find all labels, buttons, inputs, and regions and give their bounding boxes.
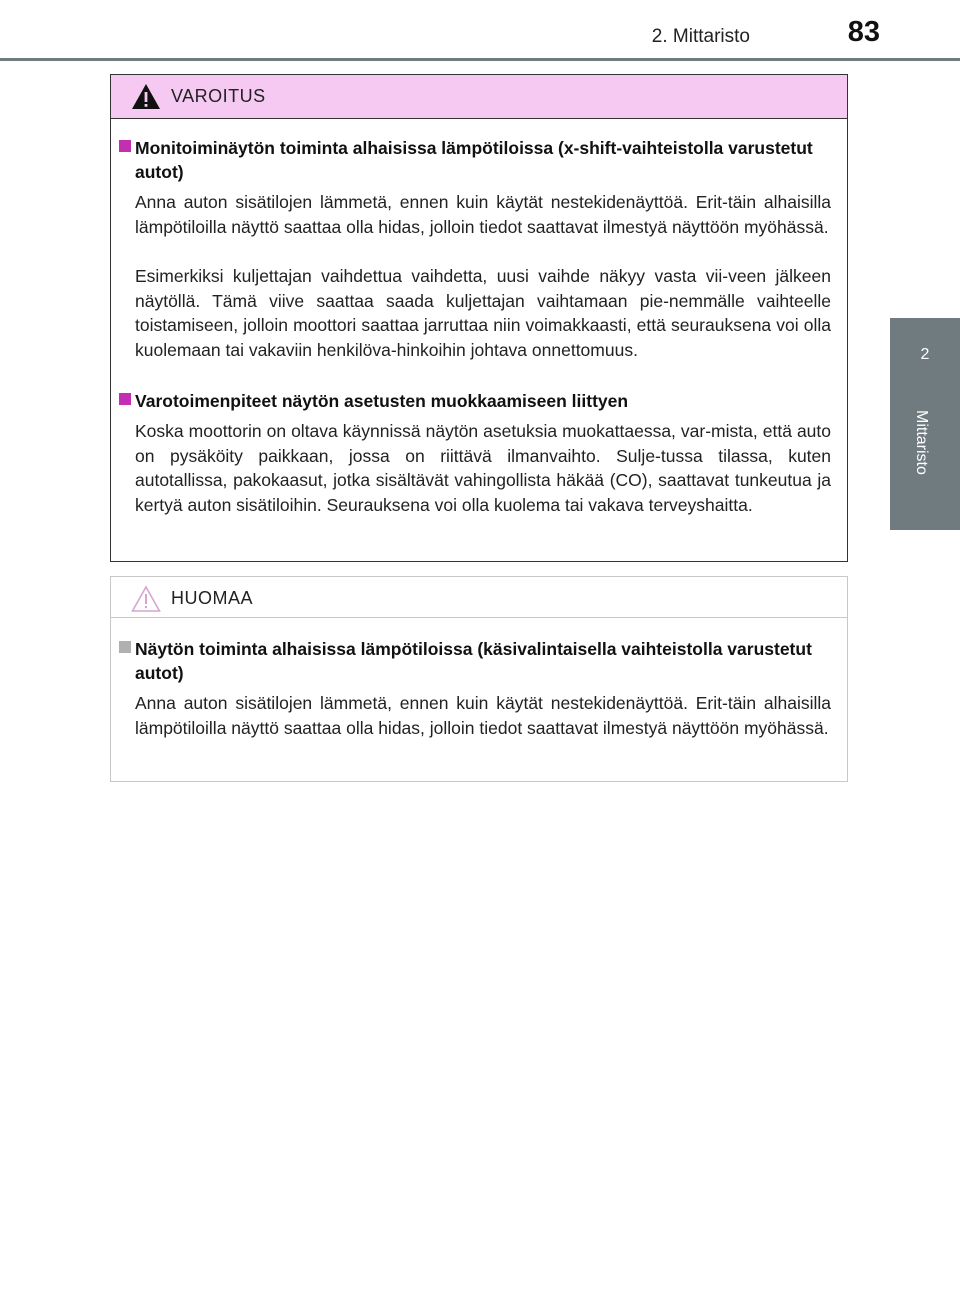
section-title: Näytön toiminta alhaisissa lämpötiloissa (käsivalintaisella vaihteistolla varustetut autot) — [135, 639, 812, 683]
warning-box — [110, 74, 848, 562]
chapter-tab-number: 2 — [920, 346, 930, 363]
section-bullet — [119, 641, 131, 653]
notice-label: HUOMAA — [171, 588, 254, 608]
section-title: Varotoimenpiteet näytön asetusten muokkaamiseen liittyen — [135, 391, 629, 411]
section-paragraph: Anna auton sisätilojen lämmetä, ennen kuin käytät nestekidenäyttöä. Erit-täin alhaisilla lämpötiloilla näyttö saattaa olla hidas, jolloin tiedot saattavat ilmestyä näyttöön myöhässä. — [135, 693, 831, 738]
notice-box-header — [111, 577, 847, 618]
header-rule — [0, 58, 960, 61]
section-paragraph: Esimerkiksi kuljettajan vaihdettua vaihdetta, uusi vaihde näkyy vasta vii-veen jälkeen näytöllä. Tämä viive saattaa saada kuljettajan vaihtamaan pie-nemmälle vaihteelle toistamiseen, jolloin moottori saattaa jarruttaa niin voimakkaasti, että seurauksena voi olla kuolemaan tai vakaviin henkilöva-hinkoihin johtava onnettomuus. — [135, 266, 831, 360]
running-header: 2. Mittaristo — [651, 26, 750, 47]
caution-triangle-icon — [131, 585, 161, 612]
section-bullet — [119, 393, 131, 405]
notice-box — [110, 576, 848, 782]
warning-box-header — [111, 75, 847, 119]
section-title: Monitoiminäytön toiminta alhaisissa lämpötiloissa (x-shift-vaihteistolla varustetut autot) — [135, 138, 813, 182]
chapter-tab-label: Mittaristo — [913, 410, 930, 475]
section-paragraph: Koska moottorin on oltava käynnissä näytön asetuksia muokattaessa, var-mista, että auto on pysäköity paikkaan, jossa on riittävä ilmanvaihto. Sulje-tussa tilassa, kuten autotallissa, pakokaasut, jotka sisältävät vahingollista häkää (CO), saattavat tunkeutua ja kertyä auton sisätiloihin. Seurauksena voi olla kuolema tai vakava terveyshaitta. — [135, 421, 831, 515]
warning-label: VAROITUS — [171, 86, 266, 106]
section-bullet — [119, 140, 131, 152]
warning-triangle-icon — [131, 83, 161, 110]
chapter-tab — [890, 318, 960, 530]
page-number: 83 — [847, 16, 880, 48]
section-paragraph: Anna auton sisätilojen lämmetä, ennen kuin käytät nestekidenäyttöä. Erit-täin alhaisilla lämpötiloilla näyttö saattaa olla hidas, jolloin tiedot saattavat ilmestyä näyttöön myöhässä. — [135, 192, 831, 237]
